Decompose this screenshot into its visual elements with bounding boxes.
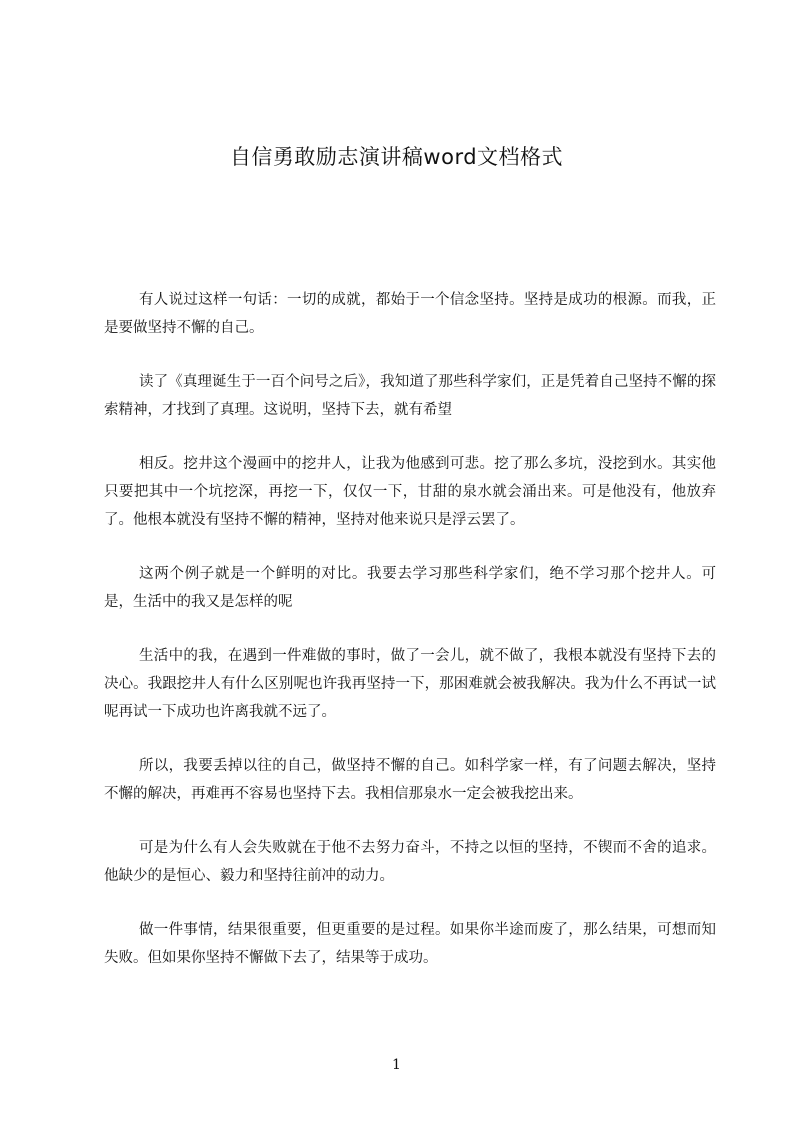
paragraph-4: 这两个例子就是一个鲜明的对比。我要去学习那些科学家们，绝不学习那个挖井人。可是，生活中的我又是怎样的呢 [104,566,716,610]
document-body [104,286,716,998]
paragraph-3: 相反。挖井这个漫画中的挖井人，让我为他感到可悲。挖了那么多坑，没挖到水。其实他只要把其中一个坑挖深，再挖一下，仅仅一下，甘甜的泉水就会涌出来。可是他没有，他放弃了。他根本就没有坚持不懈的精神，坚持对他来说只是浮云罢了。 [104,456,716,528]
paragraph-2: 读了《真理诞生于一百个问号之后》，我知道了那些科学家们，正是凭着自己坚持不懈的探索精神，才找到了真理。这说明，坚持下去，就有希望 [104,374,716,418]
paragraph-7: 可是为什么有人会失败就在于他不去努力奋斗，不持之以恒的坚持，不锲而不舍的追求。他缺少的是恒心、毅力和坚持往前冲的动力。 [104,840,716,884]
paragraph-6: 所以，我要丢掉以往的自己，做坚持不懈的自己。如科学家一样，有了问题去解决，坚持不懈的解决，再难再不容易也坚持下去。我相信那泉水一定会被我挖出来。 [104,758,716,802]
document-title: 自信勇敢励志演讲稿word文档格式 [229,145,564,169]
paragraph-1: 有人说过这样一句话：一切的成就，都始于一个信念坚持。坚持是成功的根源。而我，正是要做坚持不懈的自己。 [104,292,716,336]
paragraph-8: 做一件事情，结果很重要，但更重要的是过程。如果你半途而废了，那么结果，可想而知失败。但如果你坚持不懈做下去了，结果等于成功。 [104,922,716,966]
paragraph-5: 生活中的我，在遇到一件难做的事时，做了一会儿，就不做了，我根本就没有坚持下去的决心。我跟挖井人有什么区别呢也许我再坚持一下，那困难就会被我解决。我为什么不再试一试呢再试一下成功也许离我就不远了。 [104,648,716,720]
page-number: 1 [392,1057,401,1073]
